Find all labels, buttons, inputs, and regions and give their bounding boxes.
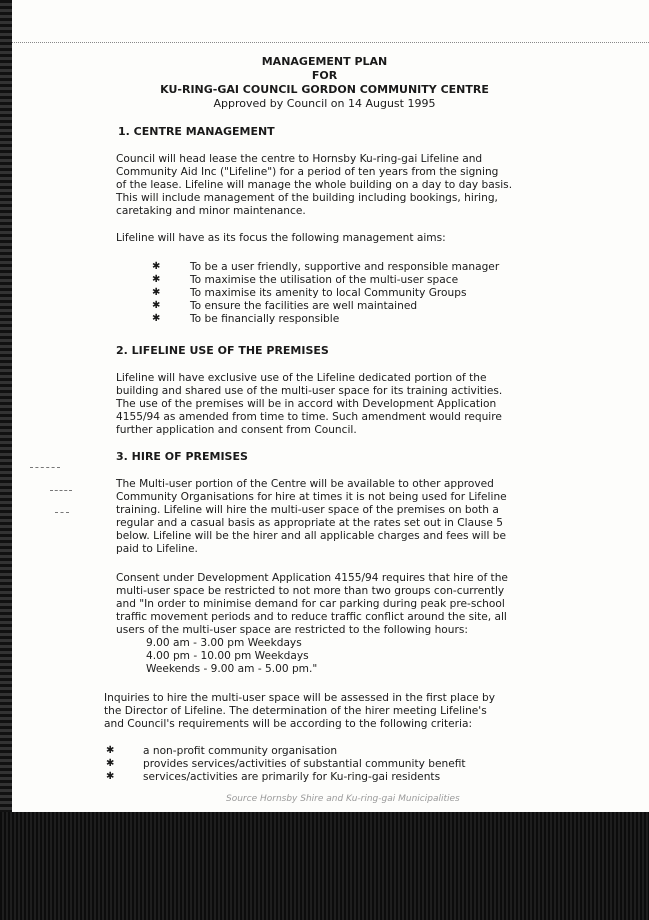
doc-approval-date: Approved by Council on 14 August 1995 bbox=[213, 97, 436, 110]
page-footer-source: Source Hornsby Shire and Ku-ring-gai Municipalities bbox=[226, 794, 460, 804]
s3-para1-line: training. Lifeline will hire the multi-user space of the premises on both a bbox=[116, 504, 499, 516]
scan-margin-mark bbox=[50, 490, 72, 491]
management-aim: To be financially responsible bbox=[190, 313, 340, 325]
scan-bottom-band bbox=[0, 812, 649, 920]
s3-para1-line: Community Organisations for hire at times it is not being used for Lifeline bbox=[116, 491, 507, 503]
s3-para3-line: Inquiries to hire the multi-user space will be assessed in the first place by bbox=[104, 692, 496, 704]
s2-para-line: The use of the premises will be in accord with Development Application bbox=[116, 398, 497, 410]
doc-for: FOR bbox=[311, 69, 338, 82]
bullet-icon: ✱ bbox=[152, 313, 161, 324]
scan-margin-mark bbox=[30, 467, 60, 468]
s3-para2-line: and "In order to minimise demand for car parking during peak pre-school bbox=[116, 598, 505, 610]
s1-para1-line: Community Aid Inc ("Lifeline") for a period of ten years from the signing bbox=[116, 166, 499, 178]
bullet-icon: ✱ bbox=[152, 287, 161, 298]
section-1-heading: 1. CENTRE MANAGEMENT bbox=[118, 125, 275, 138]
criteria-item: services/activities are primarily for Ku-ring-gai residents bbox=[143, 771, 441, 783]
s3-para2-line: traffic movement periods and to reduce traffic conflict around the site, all bbox=[116, 611, 507, 623]
hours-line: 9.00 am - 3.00 pm Weekdays bbox=[146, 637, 302, 649]
scan-margin-mark bbox=[55, 512, 69, 513]
s1-para1-line: caretaking and minor maintenance. bbox=[116, 205, 306, 217]
s3-para3-line: and Council's requirements will be according to the following criteria: bbox=[104, 718, 473, 730]
s1-para1-line: of the lease. Lifeline will manage the whole building on a day to day basis. bbox=[116, 179, 513, 191]
s1-para2: Lifeline will have as its focus the following management aims: bbox=[116, 232, 446, 244]
s2-para-line: building and shared use of the multi-user space for its training activities. bbox=[116, 385, 503, 397]
bullet-icon: ✱ bbox=[106, 745, 115, 756]
s2-para-line: further application and consent from Council. bbox=[116, 424, 357, 436]
s2-para-line: Lifeline will have exclusive use of the Lifeline dedicated portion of the bbox=[116, 372, 487, 384]
s3-para1-line: paid to Lifeline. bbox=[116, 543, 198, 555]
management-aim: To maximise its amenity to local Community Groups bbox=[190, 287, 467, 299]
s3-para2-line: users of the multi-user space are restricted to the following hours: bbox=[116, 624, 468, 636]
management-aim: To ensure the facilities are well maintained bbox=[190, 300, 418, 312]
criteria-item: provides services/activities of substantial community benefit bbox=[143, 758, 466, 770]
section-3-heading: 3. HIRE OF PREMISES bbox=[116, 450, 248, 463]
s1-para1-line: Council will head lease the centre to Hornsby Ku-ring-gai Lifeline and bbox=[116, 153, 483, 165]
doc-centre-name: KU-RING-GAI COUNCIL GORDON COMMUNITY CENTRE bbox=[160, 83, 489, 96]
doc-title: MANAGEMENT PLAN bbox=[261, 55, 388, 68]
s3-para1-line: below. Lifeline will be the hirer and all applicable charges and fees will be bbox=[116, 530, 507, 542]
scan-top-rule bbox=[12, 42, 649, 43]
bullet-icon: ✱ bbox=[106, 771, 115, 782]
hours-line: Weekends - 9.00 am - 5.00 pm." bbox=[146, 663, 318, 675]
s1-para1-line: This will include management of the building including bookings, hiring, bbox=[116, 192, 498, 204]
bullet-icon: ✱ bbox=[152, 300, 161, 311]
s3-para3-line: the Director of Lifeline. The determination of the hirer meeting Lifeline's bbox=[104, 705, 487, 717]
s3-para2-line: multi-user space be restricted to not more than two groups con-currently bbox=[116, 585, 505, 597]
s3-para1-line: regular and a casual basis as appropriate at the rates set out in Clause 5 bbox=[116, 517, 503, 529]
s3-para2-line: Consent under Development Application 4155/94 requires that hire of the bbox=[116, 572, 508, 584]
criteria-item: a non-profit community organisation bbox=[143, 745, 338, 757]
bullet-icon: ✱ bbox=[152, 261, 161, 272]
section-2-heading: 2. LIFELINE USE OF THE PREMISES bbox=[116, 344, 329, 357]
bullet-icon: ✱ bbox=[106, 758, 115, 769]
management-aim: To maximise the utilisation of the multi-user space bbox=[190, 274, 459, 286]
scan-left-edge bbox=[0, 0, 12, 812]
bullet-icon: ✱ bbox=[152, 274, 161, 285]
hours-line: 4.00 pm - 10.00 pm Weekdays bbox=[146, 650, 309, 662]
s3-para1-line: The Multi-user portion of the Centre will be available to other approved bbox=[116, 478, 494, 490]
management-aim: To be a user friendly, supportive and responsible manager bbox=[190, 261, 500, 273]
s2-para-line: 4155/94 as amended from time to time. Such amendment would require bbox=[116, 411, 502, 423]
